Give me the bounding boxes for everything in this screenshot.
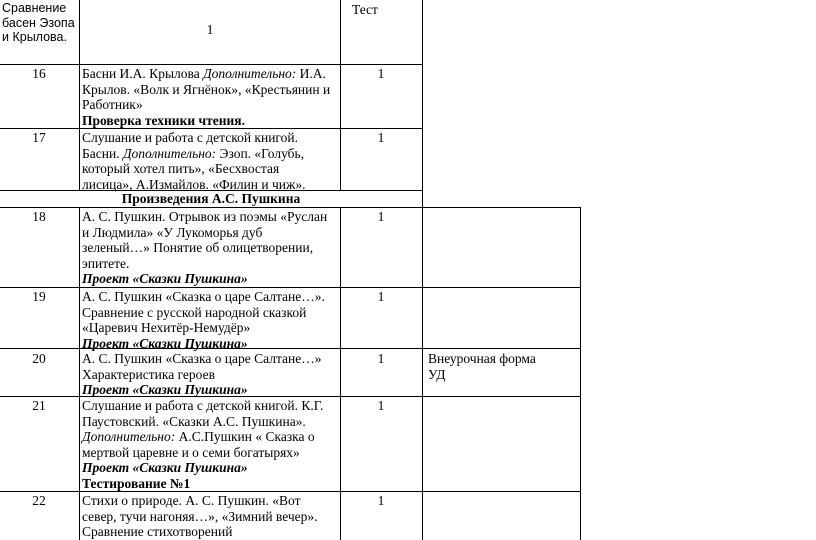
- comparison-text: Сравнение басен Эзопа и Крылова.: [2, 1, 75, 44]
- lesson-number: 22: [32, 493, 46, 508]
- lesson-hours: 1: [377, 130, 385, 145]
- form-cell-top: Тест: [352, 2, 378, 17]
- topic-cell-comparison: [2, 1, 78, 45]
- lesson-number: 17: [32, 130, 46, 145]
- lesson-hours: 1: [377, 493, 385, 508]
- row-divider: [0, 128, 423, 129]
- row-divider: [0, 207, 581, 208]
- table-border: [340, 0, 341, 190]
- lesson-topic: Слушание и работа с детской книгой. К.Г. Паустовский. «Сказки А.С. Пушкина». Дополнительно: А.С.Пушкин « Сказка о мертвой царевне и о семи богатырях» Проект «Сказки Пушкина» Тестирование №1: [82, 398, 324, 491]
- lesson-number: 21: [32, 398, 46, 413]
- lesson-topic: Басни И.А. Крылова Дополнительно: И.А. Крылов. «Волк и Ягнёнок», «Крестьянин и Работник» Проверка техники чтения.: [82, 66, 331, 128]
- row-divider: [0, 491, 581, 492]
- lesson-topic: А. С. Пушкин. Отрывок из поэмы «Руслан и Людмила» «У Лукоморья дуб зеленый…» Понятие об олицетворении, эпитете. Проект «Сказки Пушкина»: [82, 209, 328, 286]
- lesson-hours: 1: [377, 209, 385, 224]
- lesson-number: 16: [32, 66, 46, 81]
- hours-cell-top: 1: [206, 22, 214, 37]
- lesson-topic: А. С. Пушкин «Сказка о царе Салтане…» Характеристика героев Проект «Сказки Пушкина»: [82, 351, 322, 397]
- lesson-hours: 1: [377, 351, 385, 366]
- row-divider: [0, 287, 581, 288]
- lesson-number: 20: [32, 351, 46, 366]
- lesson-hours: 1: [377, 66, 385, 81]
- lesson-topic: А. С. Пушкин «Сказка о царе Салтане…». Сравнение с русской народной сказкой «Царевич Нехитёр-Немудёр» Проект «Сказки Пушкина»: [82, 289, 325, 351]
- lesson-topic: Стихи о природе. А. С. Пушкин. «Вот север, тучи нагоняя…», «Зимний вечер». Сравнение стихотворений: [82, 493, 318, 539]
- lesson-number: 18: [32, 209, 46, 224]
- row-divider: [0, 64, 423, 65]
- lesson-number: 19: [32, 289, 46, 304]
- table-border: [422, 0, 423, 540]
- lesson-topic: Слушание и работа с детской книгой. Басни. Дополнительно: Эзоп. «Голубь, который хотел пить», «Бесхвостая лисица», А.Измайлов. «Филин и чиж».: [82, 130, 306, 192]
- lesson-hours: 1: [377, 398, 385, 413]
- lesson-notes: Внеурочная форма УД: [428, 351, 536, 382]
- section-header: Произведения А.С. Пушкина: [121, 191, 301, 206]
- lesson-hours: 1: [377, 289, 385, 304]
